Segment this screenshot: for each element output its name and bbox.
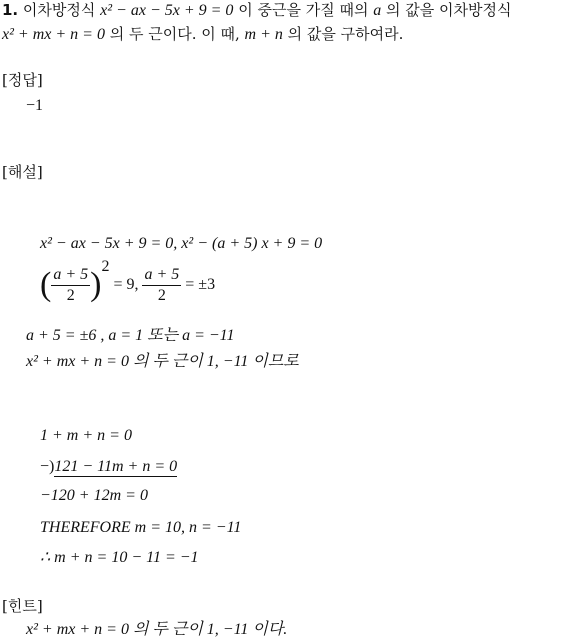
explanation-step-6	[40, 456, 177, 477]
question-line-2	[2, 24, 403, 45]
explanation-step-5: 1 + m + n = 0	[40, 427, 132, 444]
hint-text: x² + mx + n = 0 의 두 근이 1, −11 이다.	[26, 621, 288, 638]
fraction-a-plus-5-over-2-second: $\frac{a + 5}{2}$	[144, 265, 180, 304]
step-2-middle: = 9,	[109, 276, 143, 293]
question-text: 의 값을 구하여라.	[282, 25, 404, 43]
hint-label: [힌트]	[2, 597, 43, 615]
question-line-1	[2, 0, 511, 21]
explanation-step-3: a + 5 = ±6 , a = 1 또는 a = −11	[26, 327, 235, 344]
question-text: 의 값을 이차방정식	[381, 1, 512, 19]
step-2-end: = ±3	[181, 276, 216, 293]
left-paren: (	[40, 266, 52, 303]
explanation-step-9: ∴ m + n = 10 − 11 = −1	[40, 549, 199, 566]
answer-label: [정답]	[2, 71, 43, 89]
fraction-a-plus-5-over-2: $\frac{a + 5}{2}$	[53, 265, 89, 304]
explanation-step-4: x² + mx + n = 0 의 두 근이 1, −11 이므로	[26, 353, 299, 370]
explanation-label: [해설]	[2, 163, 43, 181]
equation-2: x² + mx + n = 0	[2, 26, 105, 43]
variable-a: a	[373, 2, 382, 19]
answer-value: −1	[26, 97, 44, 114]
subtracted-equation: 121 − 11m + n = 0	[54, 458, 178, 475]
right-paren: )	[90, 266, 102, 303]
question-text: 의 두 근이다. 이 때,	[104, 25, 245, 43]
question-text: 이차방정식	[18, 1, 101, 19]
explanation-step-2: ( $\frac{a + 5}{2}$ )$^2$ = 9, $\frac{a + 5}{2}$ = ±3	[40, 258, 216, 304]
question-text: 이 중근을 가질 때의	[233, 1, 374, 19]
explanation-step-8: THEREFORE m = 10, n = −11	[40, 519, 242, 536]
expression-m-plus-n: m + n	[244, 26, 283, 43]
question-number: 1.	[2, 1, 19, 19]
equation-1: x² − ax − 5x + 9 = 0	[100, 2, 234, 19]
explanation-step-7: −120 + 12m = 0	[40, 487, 148, 504]
explanation-step-1: x² − ax − 5x + 9 = 0, x² − (a + 5) x + 9 = 0	[40, 235, 323, 252]
subtraction-marker: −)	[40, 458, 55, 475]
